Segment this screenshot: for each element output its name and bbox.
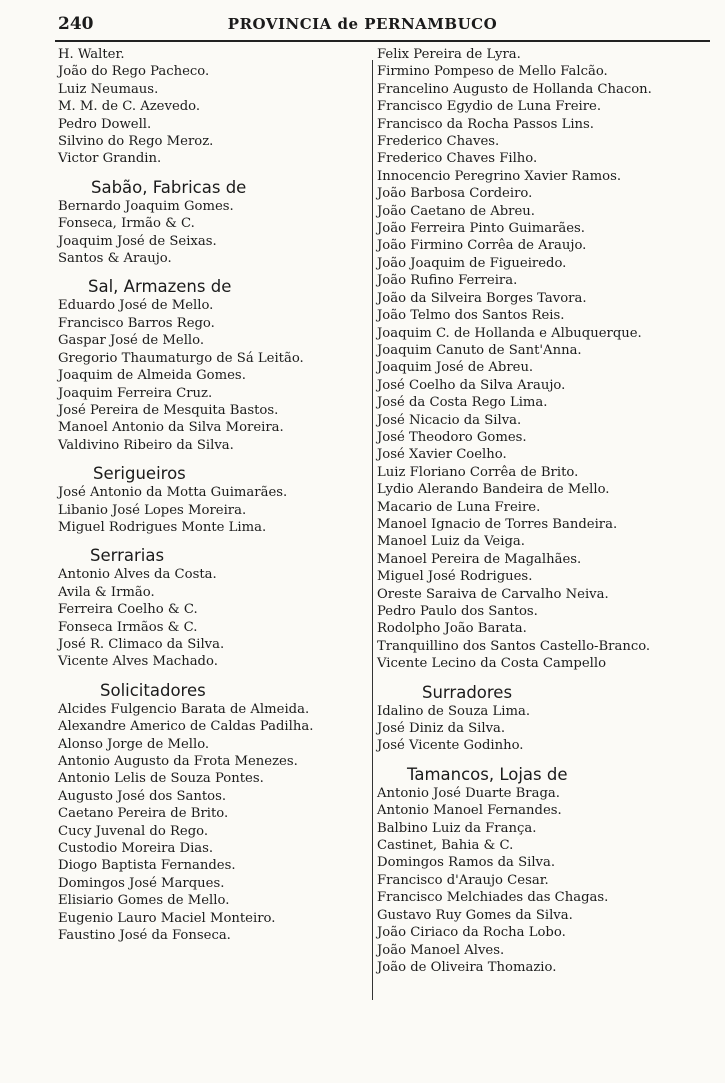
- page-title: PROVINCIA de PERNAMBUCO: [227, 15, 498, 33]
- directory-entry: Gaspar José de Mello.: [58, 333, 205, 349]
- directory-entry: João Ciriaco da Rocha Lobo.: [377, 925, 566, 941]
- directory-entry: Vicente Alves Machado.: [58, 654, 218, 670]
- directory-entry: Lydio Alerando Bandeira de Mello.: [377, 482, 610, 498]
- directory-entry: Avila & Irmão.: [58, 584, 155, 600]
- directory-entry: Silvino do Rego Meroz.: [58, 134, 214, 150]
- directory-entry: José Pereira de Mesquita Bastos.: [58, 402, 279, 418]
- directory-entry: Francisco da Rocha Passos Lins.: [377, 116, 595, 132]
- directory-entry: José R. Climaco da Silva.: [58, 636, 225, 652]
- directory-entry: João Barbosa Cordeiro.: [377, 186, 533, 202]
- directory-entry: Felix Pereira de Lyra.: [377, 47, 521, 62]
- directory-entry: Joaquim C. de Hollanda e Albuquerque.: [377, 325, 642, 341]
- directory-entry: José da Costa Rego Lima.: [377, 395, 548, 411]
- directory-entry: Manoel Luiz da Veiga.: [377, 534, 525, 550]
- directory-entry: José Theodoro Gomes.: [377, 429, 527, 445]
- directory-entry: Eduardo José de Mello.: [58, 298, 214, 314]
- directory-entry: Firmino Pompeso de Mello Falcão.: [377, 64, 608, 80]
- directory-entry: José Vicente Godinho.: [377, 738, 524, 754]
- name-list: [58, 566, 368, 670]
- directory-entry: Ferreira Coelho & C.: [58, 602, 198, 618]
- directory-entry: Manoel Antonio da Silva Moreira.: [58, 420, 284, 436]
- directory-entry: Libanio José Lopes Moreira.: [58, 502, 247, 518]
- directory-entry: Fonseca, Irmão & C.: [58, 216, 195, 232]
- name-list: [377, 46, 707, 673]
- directory-entry: Bernardo Joaquim Gomes.: [58, 198, 234, 214]
- directory-entry: Faustino José da Fonseca.: [58, 928, 231, 944]
- name-list: [58, 46, 368, 168]
- directory-entry: José Nicacio da Silva.: [377, 412, 522, 428]
- left-column: [58, 46, 368, 944]
- directory-entry: João Rufino Ferreira.: [377, 273, 518, 289]
- name-list: [58, 198, 368, 268]
- directory-entry: João Manoel Alves.: [377, 942, 505, 958]
- directory-entry: H. Walter.: [58, 47, 125, 62]
- directory-entry: Augusto José dos Santos.: [58, 788, 227, 804]
- name-list: [58, 701, 368, 945]
- directory-entry: Frederico Chaves Filho.: [377, 151, 538, 167]
- section-heading-sabao: Sabão, Fabricas de: [91, 177, 247, 197]
- directory-entry: João Ferreira Pinto Guimarães.: [377, 221, 585, 237]
- directory-entry: M. M. de C. Azevedo.: [58, 99, 201, 115]
- directory-entry: Miguel José Rodrigues.: [377, 569, 533, 585]
- directory-entry: Pedro Paulo dos Santos.: [377, 604, 538, 619]
- directory-entry: João Firmino Corrêa de Araujo.: [377, 238, 587, 254]
- directory-entry: Alexandre Americo de Caldas Padilha.: [58, 719, 314, 735]
- directory-entry: Miguel Rodrigues Monte Lima.: [58, 519, 267, 535]
- directory-entry: Joaquim de Almeida Gomes.: [58, 368, 246, 384]
- directory-entry: Caetano Pereira de Brito.: [58, 806, 229, 822]
- directory-entry: Domingos José Marques.: [58, 875, 225, 891]
- name-list: [377, 703, 707, 755]
- directory-entry: Alonso Jorge de Mello.: [58, 736, 210, 752]
- directory-entry: Tranquillino dos Santos Castello-Branco.: [377, 638, 651, 654]
- name-list: [58, 484, 368, 536]
- section-heading-sal: Sal, Armazens de: [88, 277, 232, 297]
- directory-entry: Valdivino Ribeiro da Silva.: [58, 437, 234, 453]
- section-heading-serigueiros: Serigueiros: [93, 464, 186, 484]
- directory-entry: Innocencio Peregrino Xavier Ramos.: [377, 168, 622, 184]
- directory-entry: Idalino de Souza Lima.: [377, 703, 531, 719]
- directory-entry: João da Silveira Borges Tavora.: [377, 290, 587, 306]
- directory-entry: José Antonio da Motta Guimarães.: [58, 485, 288, 501]
- directory-entry: Fonseca Irmãos & C.: [58, 619, 198, 635]
- directory-entry: Frederico Chaves.: [377, 134, 500, 150]
- directory-entry: Alcides Fulgencio Barata de Almeida.: [58, 701, 310, 717]
- directory-entry: Santos & Araujo.: [58, 251, 172, 267]
- name-list: [58, 297, 368, 454]
- section-heading-surradores: Surradores: [422, 682, 513, 702]
- directory-entry: Vicente Lecino da Costa Campello: [377, 656, 607, 672]
- directory-entry: Manoel Ignacio de Torres Bandeira.: [377, 516, 618, 532]
- directory-entry: Francisco d'Araujo Cesar.: [377, 872, 549, 888]
- directory-entry: Rodolpho João Barata.: [377, 621, 527, 637]
- header-rule: [55, 40, 710, 42]
- directory-entry: Antonio Manoel Fernandes.: [377, 803, 562, 819]
- section-heading-tamancos: Tamancos, Lojas de: [407, 764, 568, 784]
- directory-entry: Eugenio Lauro Maciel Monteiro.: [58, 910, 276, 926]
- directory-entry: Joaquim José de Seixas.: [58, 233, 217, 249]
- directory-entry: Antonio Augusto da Frota Menezes.: [58, 754, 298, 769]
- directory-entry: Joaquim José de Abreu.: [377, 360, 534, 376]
- directory-entry: Pedro Dowell.: [58, 116, 152, 132]
- directory-entry: Gregorio Thaumaturgo de Sá Leitão.: [58, 350, 304, 366]
- page-number: 240: [58, 14, 94, 34]
- directory-entry: João Caetano de Abreu.: [377, 203, 535, 219]
- directory-entry: Antonio Alves da Costa.: [58, 567, 217, 583]
- directory-entry: Antonio Lelis de Souza Pontes.: [58, 771, 264, 787]
- directory-entry: Elisiario Gomes de Mello.: [58, 893, 230, 909]
- directory-entry: Oreste Saraiva de Carvalho Neiva.: [377, 586, 609, 602]
- section-heading-serrarias: Serrarias: [90, 546, 165, 566]
- directory-entry: Gustavo Ruy Gomes da Silva.: [377, 907, 573, 923]
- directory-entry: Francisco Melchiades das Chagas.: [377, 890, 609, 906]
- right-column: [377, 46, 707, 976]
- directory-entry: Francelino Augusto de Hollanda Chacon.: [377, 81, 652, 97]
- directory-entry: Domingos Ramos da Silva.: [377, 855, 556, 871]
- directory-entry: Francisco Barros Rego.: [58, 315, 215, 331]
- directory-entry: Joaquim Canuto de Sant'Anna.: [377, 342, 582, 358]
- directory-entry: Cucy Juvenal do Rego.: [58, 823, 209, 839]
- directory-entry: José Xavier Coelho.: [377, 447, 507, 463]
- directory-entry: José Diniz da Silva.: [377, 721, 506, 737]
- directory-entry: Luiz Neumaus.: [58, 81, 159, 97]
- directory-entry: Joaquim Ferreira Cruz.: [58, 385, 213, 401]
- directory-entry: Custodio Moreira Dias.: [58, 841, 214, 857]
- directory-entry: José Coelho da Silva Araujo.: [377, 377, 566, 393]
- directory-entry: Francisco Egydio de Luna Freire.: [377, 99, 602, 115]
- directory-entry: João Telmo dos Santos Reis.: [377, 308, 565, 324]
- directory-entry: Diogo Baptista Fernandes.: [58, 858, 236, 874]
- column-divider: [372, 60, 373, 1000]
- directory-entry: Manoel Pereira de Magalhães.: [377, 551, 582, 567]
- name-list: [377, 785, 707, 976]
- directory-entry: Antonio José Duarte Braga.: [377, 785, 560, 801]
- directory-entry: Castinet, Bahia & C.: [377, 838, 514, 854]
- directory-entry: João Joaquim de Figueiredo.: [377, 255, 567, 271]
- directory-entry: Macario de Luna Freire.: [377, 499, 541, 515]
- directory-entry: João do Rego Pacheco.: [58, 64, 210, 80]
- directory-entry: Victor Grandin.: [58, 151, 162, 167]
- directory-entry: Balbino Luiz da França.: [377, 820, 537, 836]
- directory-entry: João de Oliveira Thomazio.: [377, 959, 557, 975]
- section-heading-solicitadores: Solicitadores: [100, 680, 206, 700]
- page-header: [0, 14, 725, 36]
- directory-entry: Luiz Floriano Corrêa de Brito.: [377, 464, 579, 480]
